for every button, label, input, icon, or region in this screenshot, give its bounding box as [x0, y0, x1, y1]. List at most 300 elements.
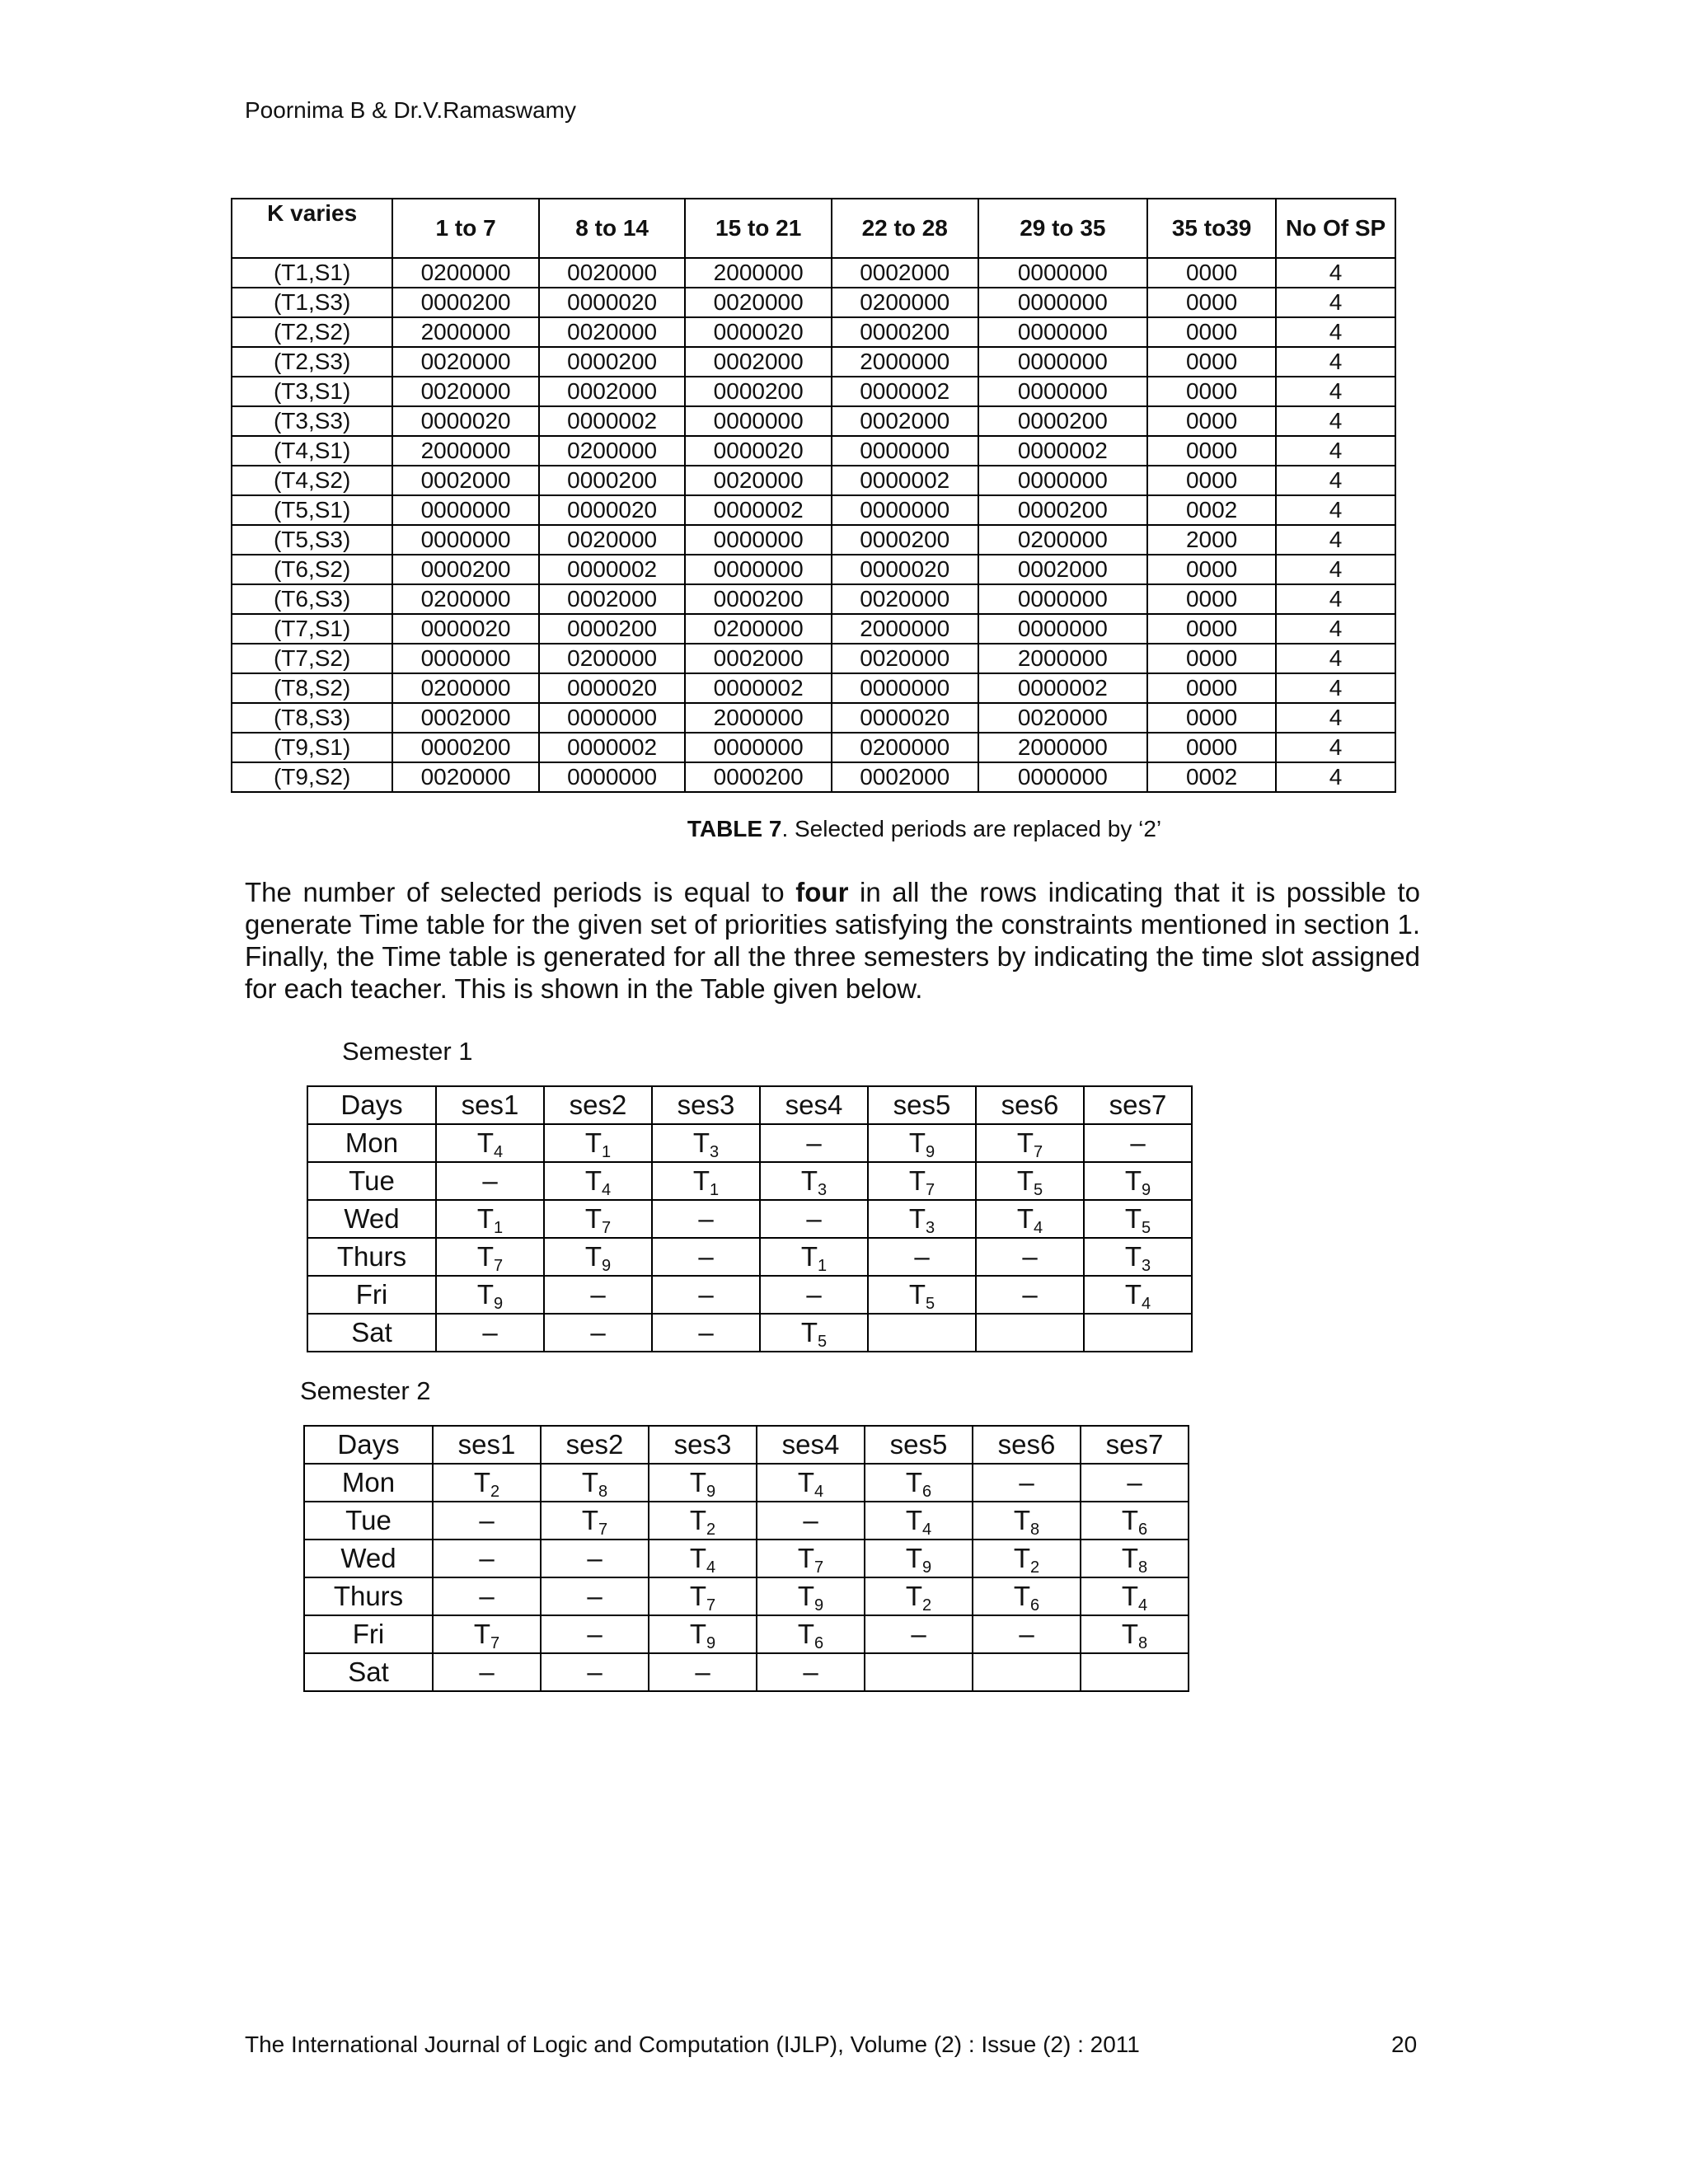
table-cell: 0000000	[685, 555, 832, 584]
k-table-header-cell: 22 to 28	[832, 199, 978, 258]
table-cell: 0000000	[978, 584, 1148, 614]
table-row	[307, 1238, 1192, 1276]
slot-cell: –	[1081, 1464, 1189, 1502]
slot-cell: $T_6$	[757, 1615, 865, 1653]
table-cell: 0000	[1147, 317, 1276, 347]
slot-cell: –	[652, 1200, 760, 1238]
table-header-cell: ses6	[976, 1086, 1084, 1124]
table-cell: (T1,S1)	[232, 258, 392, 288]
table-cell: (T3,S3)	[232, 406, 392, 436]
table-caption	[0, 816, 1688, 842]
table-cell: 0000002	[539, 555, 686, 584]
caption-label: TABLE 7	[687, 816, 782, 841]
slot-cell: –	[973, 1464, 1081, 1502]
slot-cell: –	[544, 1314, 652, 1352]
table-cell: 0000200	[539, 614, 686, 644]
table-row	[232, 733, 1395, 762]
table-cell: 0000002	[685, 495, 832, 525]
table-header-row	[304, 1426, 1189, 1464]
table-cell: 0002000	[832, 762, 978, 792]
slot-cell: $T_1$	[760, 1238, 868, 1276]
table-header-cell: Days	[307, 1086, 436, 1124]
table-cell: 2000000	[978, 644, 1148, 673]
slot-cell: $T_5$	[976, 1162, 1084, 1200]
table-cell: 0020000	[685, 288, 832, 317]
table-cell: 0000	[1147, 258, 1276, 288]
table-cell: 0000000	[832, 495, 978, 525]
slot-cell: $T_3$	[760, 1162, 868, 1200]
table-cell: 0000002	[685, 673, 832, 703]
slot-cell	[1081, 1653, 1189, 1691]
k-table-header-cell: 15 to 21	[685, 199, 832, 258]
table-cell: 0000002	[539, 406, 686, 436]
slot-cell: –	[973, 1615, 1081, 1653]
table-cell: (T6,S3)	[232, 584, 392, 614]
table-header-cell: ses6	[973, 1426, 1081, 1464]
k-table-header-cell: 35 to39	[1147, 199, 1276, 258]
table-row	[232, 525, 1395, 555]
table-cell: 0000	[1147, 466, 1276, 495]
k-table-header-cell: K varies	[232, 199, 392, 258]
table-cell: 0000	[1147, 555, 1276, 584]
table-cell: 0000000	[392, 525, 539, 555]
day-cell: Thurs	[307, 1238, 436, 1276]
k-table-header-cell: No Of SP	[1276, 199, 1395, 258]
table-row	[232, 436, 1395, 466]
table-header-cell: ses7	[1081, 1426, 1189, 1464]
table-cell: 2000000	[832, 347, 978, 377]
table-cell: 0000000	[978, 258, 1148, 288]
table-cell: (T2,S3)	[232, 347, 392, 377]
table-cell: 0000200	[539, 347, 686, 377]
table-cell: 4	[1276, 525, 1395, 555]
slot-cell: –	[976, 1276, 1084, 1314]
table-cell: 0002000	[392, 703, 539, 733]
table-cell: (T5,S1)	[232, 495, 392, 525]
slot-cell: $T_4$	[544, 1162, 652, 1200]
table-cell: 0000002	[832, 466, 978, 495]
day-cell: Sat	[304, 1653, 433, 1691]
slot-cell: $T_9$	[868, 1124, 976, 1162]
table-row	[232, 258, 1395, 288]
table-cell: 0000000	[539, 703, 686, 733]
slot-cell: $T_3$	[1084, 1238, 1192, 1276]
table-cell: 0000000	[978, 466, 1148, 495]
day-cell: Mon	[304, 1464, 433, 1502]
table-row	[232, 317, 1395, 347]
table-cell: 0002	[1147, 495, 1276, 525]
table-cell: 4	[1276, 347, 1395, 377]
table-cell: 4	[1276, 555, 1395, 584]
table-header-cell: ses5	[865, 1426, 973, 1464]
slot-cell: $T_3$	[652, 1124, 760, 1162]
slot-cell: $T_1$	[544, 1124, 652, 1162]
slot-cell: –	[541, 1540, 649, 1577]
table-cell: 0000000	[978, 762, 1148, 792]
slot-cell: $T_7$	[544, 1200, 652, 1238]
table-cell: 0000200	[685, 584, 832, 614]
table-cell: 0002000	[539, 377, 686, 406]
slot-cell: $T_4$	[976, 1200, 1084, 1238]
table-cell: 0002000	[832, 406, 978, 436]
table-cell: 0000000	[392, 495, 539, 525]
slot-cell: –	[868, 1238, 976, 1276]
table-cell: 0020000	[685, 466, 832, 495]
table-cell: 0000020	[685, 317, 832, 347]
table-cell: 0000020	[832, 703, 978, 733]
table-cell: 0000020	[539, 495, 686, 525]
table-cell: 0000200	[832, 317, 978, 347]
table-cell: (T4,S1)	[232, 436, 392, 466]
table-cell: 0020000	[832, 584, 978, 614]
slot-cell: $T_2$	[433, 1464, 541, 1502]
day-cell: Wed	[307, 1200, 436, 1238]
table-cell: 0000000	[978, 288, 1148, 317]
slot-cell: –	[544, 1276, 652, 1314]
table-cell: 0000002	[978, 673, 1148, 703]
table-cell: (T6,S2)	[232, 555, 392, 584]
slot-cell: $T_8$	[973, 1502, 1081, 1540]
table-cell: 0002000	[539, 584, 686, 614]
slot-cell: –	[760, 1276, 868, 1314]
table-cell: 0000	[1147, 406, 1276, 436]
table-cell: 4	[1276, 317, 1395, 347]
table-row	[232, 495, 1395, 525]
table-cell: 0000020	[392, 406, 539, 436]
table-cell: 0000200	[392, 555, 539, 584]
table-header-cell: ses4	[760, 1086, 868, 1124]
slot-cell: $T_5$	[1084, 1200, 1192, 1238]
k-table-header-row	[232, 199, 1395, 258]
table-cell: 4	[1276, 436, 1395, 466]
table-cell: 0000002	[539, 733, 686, 762]
table-header-cell: ses7	[1084, 1086, 1192, 1124]
table-header-cell: ses3	[649, 1426, 757, 1464]
slot-cell: –	[433, 1577, 541, 1615]
table-cell: 0000200	[392, 733, 539, 762]
table-header-cell: ses2	[541, 1426, 649, 1464]
running-header: Poornima B & Dr.V.Ramaswamy	[245, 97, 576, 123]
slot-cell: $T_4$	[436, 1124, 544, 1162]
slot-cell	[1084, 1314, 1192, 1352]
semester2-table	[303, 1425, 1189, 1692]
slot-cell: $T_9$	[1084, 1162, 1192, 1200]
table-cell: 0000	[1147, 703, 1276, 733]
slot-cell: $T_9$	[649, 1464, 757, 1502]
table-cell: 0000000	[539, 762, 686, 792]
table-row	[232, 406, 1395, 436]
semester1-table	[307, 1085, 1193, 1352]
day-cell: Fri	[307, 1276, 436, 1314]
table-row	[304, 1464, 1189, 1502]
slot-cell: $T_3$	[868, 1200, 976, 1238]
body-paragraph	[245, 876, 1420, 1005]
table-header-row	[307, 1086, 1192, 1124]
slot-cell	[865, 1653, 973, 1691]
table-header-cell: ses5	[868, 1086, 976, 1124]
table-cell: 0020000	[392, 347, 539, 377]
slot-cell: $T_6$	[973, 1577, 1081, 1615]
table-cell: 0000200	[685, 377, 832, 406]
table-row	[232, 347, 1395, 377]
table-cell: 0200000	[392, 258, 539, 288]
slot-cell: –	[865, 1615, 973, 1653]
table-cell: (T7,S1)	[232, 614, 392, 644]
paragraph-before: The number of selected periods is equal to	[245, 877, 796, 907]
table-cell: 0200000	[392, 584, 539, 614]
table-cell: 0000020	[539, 673, 686, 703]
slot-cell: $T_7$	[757, 1540, 865, 1577]
table-cell: 4	[1276, 733, 1395, 762]
day-cell: Sat	[307, 1314, 436, 1352]
table-cell: (T8,S2)	[232, 673, 392, 703]
slot-cell	[976, 1314, 1084, 1352]
table-cell: 0002000	[685, 347, 832, 377]
slot-cell	[868, 1314, 976, 1352]
table-header-cell: ses1	[433, 1426, 541, 1464]
table-cell: (T3,S1)	[232, 377, 392, 406]
table-cell: 0002000	[685, 644, 832, 673]
semester2-title: Semester 2	[300, 1376, 431, 1405]
table-row	[304, 1577, 1189, 1615]
table-cell: 4	[1276, 377, 1395, 406]
slot-cell: –	[436, 1162, 544, 1200]
table-cell: 0002000	[978, 555, 1148, 584]
day-cell: Thurs	[304, 1577, 433, 1615]
slot-cell: –	[541, 1653, 649, 1691]
table-cell: 0000000	[978, 377, 1148, 406]
day-cell: Wed	[304, 1540, 433, 1577]
slot-cell: –	[433, 1540, 541, 1577]
table-row	[307, 1276, 1192, 1314]
table-row	[304, 1540, 1189, 1577]
table-cell: (T5,S3)	[232, 525, 392, 555]
table-cell: 0000000	[685, 733, 832, 762]
table-cell: 0200000	[832, 288, 978, 317]
table-cell: 0000000	[832, 673, 978, 703]
table-cell: 0000020	[392, 614, 539, 644]
table-cell: 4	[1276, 614, 1395, 644]
table-cell: 0000000	[832, 436, 978, 466]
table-cell: 0000200	[685, 762, 832, 792]
slot-cell: –	[760, 1200, 868, 1238]
slot-cell: –	[436, 1314, 544, 1352]
table-cell: (T9,S1)	[232, 733, 392, 762]
table-row	[304, 1502, 1189, 1540]
table-cell: 0200000	[539, 644, 686, 673]
slot-cell: $T_4$	[649, 1540, 757, 1577]
table-cell: 0000	[1147, 733, 1276, 762]
slot-cell: $T_8$	[541, 1464, 649, 1502]
slot-cell: –	[433, 1653, 541, 1691]
table-row	[232, 288, 1395, 317]
slot-cell: $T_7$	[433, 1615, 541, 1653]
table-cell: 0000200	[392, 288, 539, 317]
slot-cell: $T_4$	[1084, 1276, 1192, 1314]
table-cell: (T2,S2)	[232, 317, 392, 347]
table-cell: 0000	[1147, 584, 1276, 614]
table-header-cell: ses2	[544, 1086, 652, 1124]
table-cell: 0002000	[392, 466, 539, 495]
table-cell: 0000	[1147, 614, 1276, 644]
journal-footer: The International Journal of Logic and Computation (IJLP), Volume (2) : Issue (2) : 2011	[245, 2032, 1140, 2057]
table-cell: 0020000	[539, 317, 686, 347]
table-cell: 0000002	[832, 377, 978, 406]
table-cell: 0000002	[978, 436, 1148, 466]
slot-cell: $T_7$	[541, 1502, 649, 1540]
slot-cell: $T_2$	[973, 1540, 1081, 1577]
table-header-cell: ses1	[436, 1086, 544, 1124]
slot-cell: $T_9$	[757, 1577, 865, 1615]
slot-cell: –	[652, 1276, 760, 1314]
table-cell: 0020000	[978, 703, 1148, 733]
table-cell: 0000	[1147, 644, 1276, 673]
table-cell: 4	[1276, 466, 1395, 495]
k-table-body	[232, 258, 1395, 792]
table-cell: 4	[1276, 762, 1395, 792]
table-cell: 0020000	[392, 762, 539, 792]
table-cell: 4	[1276, 288, 1395, 317]
paragraph-bold: four	[795, 877, 849, 907]
slot-cell: –	[757, 1502, 865, 1540]
table-header-cell: ses4	[757, 1426, 865, 1464]
table-cell: 0000020	[685, 436, 832, 466]
table-row	[232, 466, 1395, 495]
table-cell: 2000	[1147, 525, 1276, 555]
table-row	[304, 1653, 1189, 1691]
table-header-cell: ses3	[652, 1086, 760, 1124]
slot-cell: –	[541, 1615, 649, 1653]
table-row	[232, 584, 1395, 614]
table-cell: 4	[1276, 584, 1395, 614]
table-cell: 4	[1276, 673, 1395, 703]
slot-cell: –	[649, 1653, 757, 1691]
day-cell: Mon	[307, 1124, 436, 1162]
table-cell: 0000020	[539, 288, 686, 317]
slot-cell: $T_2$	[865, 1577, 973, 1615]
table-cell: 0000	[1147, 347, 1276, 377]
slot-cell: $T_8$	[1081, 1615, 1189, 1653]
table-cell: 0020000	[832, 644, 978, 673]
table-row	[307, 1124, 1192, 1162]
slot-cell: $T_2$	[649, 1502, 757, 1540]
table-cell: 0000	[1147, 673, 1276, 703]
table-cell: (T9,S2)	[232, 762, 392, 792]
table-cell: 0020000	[539, 525, 686, 555]
table-cell: 0000200	[832, 525, 978, 555]
day-cell: Tue	[307, 1162, 436, 1200]
table-cell: 2000000	[978, 733, 1148, 762]
table-cell: 0000000	[685, 406, 832, 436]
table-cell: 0002000	[832, 258, 978, 288]
table-cell: 4	[1276, 703, 1395, 733]
page-number: 20	[1391, 2032, 1418, 2057]
table-cell: 0000200	[978, 495, 1148, 525]
table-row	[232, 644, 1395, 673]
table-row	[307, 1314, 1192, 1352]
k-varies-table	[231, 198, 1396, 793]
table-cell: (T8,S3)	[232, 703, 392, 733]
slot-cell: –	[760, 1124, 868, 1162]
slot-cell: $T_6$	[1081, 1502, 1189, 1540]
table-row	[232, 377, 1395, 406]
slot-cell: $T_9$	[649, 1615, 757, 1653]
table-cell: 0000000	[685, 525, 832, 555]
table-row	[232, 555, 1395, 584]
slot-cell: $T_6$	[865, 1464, 973, 1502]
table-cell: 0000020	[832, 555, 978, 584]
table-row	[232, 673, 1395, 703]
slot-cell: –	[1084, 1124, 1192, 1162]
table-cell: 0020000	[539, 258, 686, 288]
table-cell: 0200000	[392, 673, 539, 703]
table-cell: 2000000	[685, 703, 832, 733]
day-cell: Fri	[304, 1615, 433, 1653]
table-cell: (T7,S2)	[232, 644, 392, 673]
slot-cell: $T_7$	[976, 1124, 1084, 1162]
slot-cell: $T_5$	[868, 1276, 976, 1314]
table-cell: 0020000	[392, 377, 539, 406]
slot-cell: –	[541, 1577, 649, 1615]
table-cell: 4	[1276, 406, 1395, 436]
table-cell: 4	[1276, 258, 1395, 288]
table-row	[232, 703, 1395, 733]
table-cell: 2000000	[685, 258, 832, 288]
slot-cell: $T_1$	[652, 1162, 760, 1200]
slot-cell: –	[976, 1238, 1084, 1276]
slot-cell: –	[652, 1238, 760, 1276]
slot-cell: $T_9$	[865, 1540, 973, 1577]
table-cell: 0200000	[539, 436, 686, 466]
slot-cell: $T_1$	[436, 1200, 544, 1238]
slot-cell: $T_4$	[865, 1502, 973, 1540]
slot-cell: $T_5$	[760, 1314, 868, 1352]
slot-cell: $T_9$	[436, 1276, 544, 1314]
table-cell: 0000200	[978, 406, 1148, 436]
caption-text: . Selected periods are replaced by ‘2’	[781, 816, 1162, 841]
slot-cell: –	[652, 1314, 760, 1352]
table-cell: 0000	[1147, 288, 1276, 317]
slot-cell: $T_7$	[436, 1238, 544, 1276]
slot-cell: –	[757, 1653, 865, 1691]
table-cell: 4	[1276, 495, 1395, 525]
k-table-header-cell: 8 to 14	[539, 199, 686, 258]
table-cell: 0200000	[685, 614, 832, 644]
table-cell: 0000000	[978, 347, 1148, 377]
slot-cell: –	[433, 1502, 541, 1540]
table-cell: 0002	[1147, 762, 1276, 792]
table-row	[304, 1615, 1189, 1653]
table-cell: 2000000	[832, 614, 978, 644]
slot-cell: $T_9$	[544, 1238, 652, 1276]
slot-cell: $T_7$	[868, 1162, 976, 1200]
slot-cell	[973, 1653, 1081, 1691]
k-table-header-cell: 29 to 35	[978, 199, 1148, 258]
table-cell: 0200000	[978, 525, 1148, 555]
table-cell: 0000200	[539, 466, 686, 495]
table-cell: 0000	[1147, 377, 1276, 406]
slot-cell: $T_4$	[1081, 1577, 1189, 1615]
day-cell: Tue	[304, 1502, 433, 1540]
table-cell: 4	[1276, 644, 1395, 673]
table-cell: 0000000	[978, 317, 1148, 347]
table-cell: (T1,S3)	[232, 288, 392, 317]
paragraph-after: in all the rows indicating that it is possible to generate Time table for the given set of priorities satisfying the constraints mentioned in section 1. Finally, the Time table is generated for all the three semesters by indicating the time slot assigned for each teacher. This is shown in the Table given below.	[245, 877, 1420, 1004]
table-row	[232, 614, 1395, 644]
table-cell: (T4,S2)	[232, 466, 392, 495]
table-cell: 0000	[1147, 436, 1276, 466]
slot-cell: $T_8$	[1081, 1540, 1189, 1577]
